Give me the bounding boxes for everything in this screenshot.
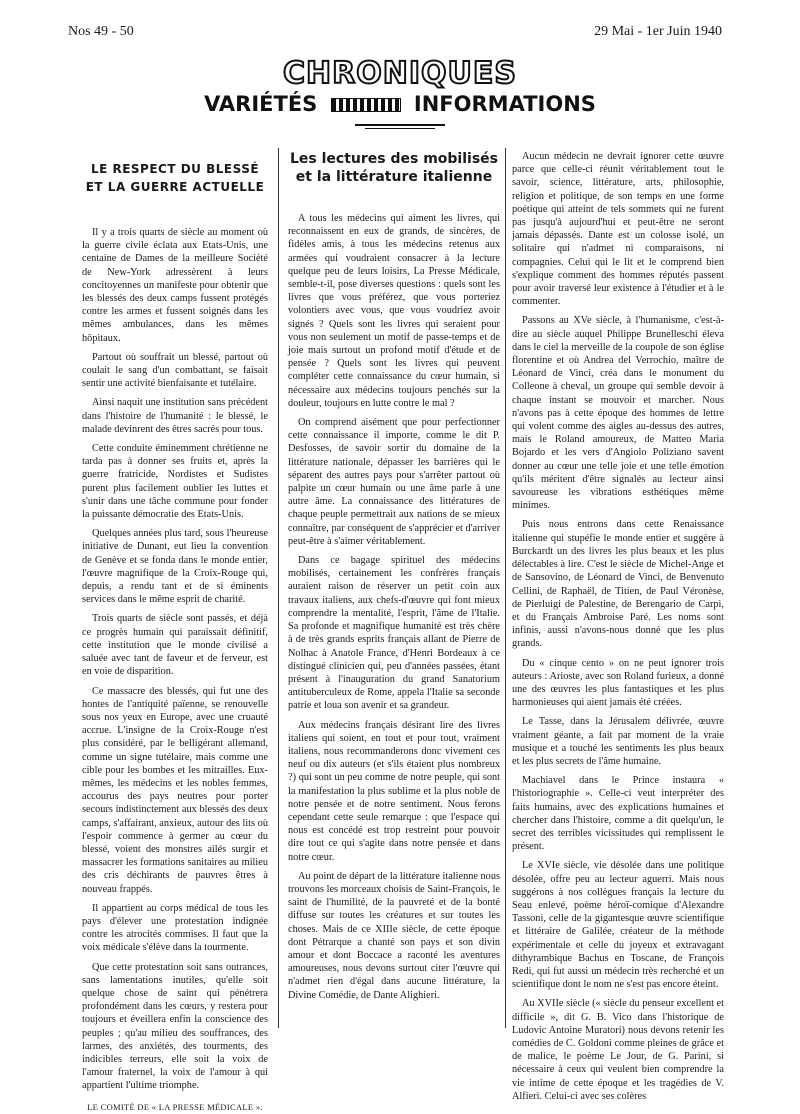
paragraph: On comprend aisément que pour perfectionner cette connaissance il importe, comme le dit P. Desfosses, de savoir sortir du domaine de la littérature nationale, dépasser les barrières qui le séparent des autres pays pour s'arrêter partout où palpite un cœur humain ou une âme parle à une autre âme. La connaissance des littératures de chaque peuple permettrait aux nations de se mieux connaître, par conséquent de s'apprécier et d'arriver peut-être à s'aimer véritablement. — [288, 417, 500, 547]
masthead-rule — [355, 124, 445, 126]
paragraph: Puis nous entrons dans cette Renaissance italienne qui stupéfie le monde entier et suggère à Burckardt un des livres les plus beaux et les plus délectables à lire. C'est le siècle de Michel-Ange et de Sansovino, de Léonard de Vinci, de Benvenuto Cellini, de Raphaël, de Titien, de Paul Véronèse, de Pierluigi de Palestine, de Berengario de Carpi, et du Français Ambroise Paré. Les noms sont infinis, aussi n'avons-nous donné que les plus grands. — [512, 519, 724, 650]
paragraph: Au point de départ de la littérature italienne nous trouvons les morceaux choisis de Saint-François, le saint de l'humilité, de la pauvreté et de la bonté diffuse sur toutes les créatures et sur toutes les choses. Mais de ce XIIIe siècle, de cette époque dont Pétrarque a chanté son pays et son divin amour et dont Boccace a raconté les aventures amoureuses, nous devons surtout citer l'œuvre qui n'admet rien d'égal dans aucune littérature, la Divine Comédie, de Dante Alighieri. — [288, 870, 500, 1001]
paragraph: Au XVIIe siècle (« siècle du penseur excellent et difficile », dit G. B. Vico dans l'historique de Ludovic Antoine Muratori) nous devons retenir les comédies de C. Goldoni comme pleines de grâce et de malice, le poème Le Jour, de G. Parini, si nécessaire à ceux qui veulent bien comprendre la vie intime de cette époque et les tragédies de V. Alfieri. Celui-ci avec ses colères — [512, 998, 724, 1102]
paragraph: A tous les médecins qui aiment les livres, qui reconnaissent en eux de grands, de sincères, de fidèles amis, à tous les médecins retenus aux armées qui voudraient consacrer à la lecture quelque peu de leurs loisirs, La Presse Médicale, semble-t-il, pose diverses questions : quels sont les livres que vous préférez, que vous porteriez volontiers avec vous, que vous voudriez avoir signés ? Quels sont les livres qui seraient pour vous non seulement un motif de passe-temps et de joie mais surtout un profond motif d'étude et de pensée ? Quels sont les livres qui peuvent compléter cette connaissance du cœur humain, si nécessaire aux médecins toujours penchés sur la douleur, toujours en lutte contre le mal ? — [288, 213, 500, 409]
paragraph: Cette conduite éminemment chrétienne ne tarda pas à donner ses fruits et, après la guerre fratricide, Nordistes et Sudistes purent plus facilement oublier les luttes et s'unir dans une tâche commune pour fonder la puissante démocratie des Etats-Unis. — [82, 443, 268, 521]
paragraph: Aucun médecin ne devrait ignorer cette œuvre parce que celle-ci réunit véritablement tout le savoir, science, littérature, arts, philosophie, religion et politique, de son temps en une forme poétique qui atteint de tels sommets qui ne furent pas jusqu'à aujourd'hui et peut-être ne seront jamais dépassés. Dante est un colosse isolé, un solitaire qui n'admet ni comparaisons, ni compagnies. Celui qui le lit et le comprend bien s'explique comment des hommes réputés passent pour avoir traversé leur existence à l'étudier et à le commenter. — [512, 151, 724, 308]
article-title: LE RESPECT DU BLESSÉ ET LA GUERRE ACTUELLE — [85, 162, 265, 194]
paragraph: Le XVIe siècle, vie désolée dans une politique désolée, offre peu au lecteur aguerri. Mais nous suggérons à nos collègues français la lecture du Seau enlevé, poème héroï-comique d'Alexandre Tassoni, celle de la gigantesque œuvre scientifique et littéraire de Galilée, créateur de la méthode expérimentale et celle du joyeux et extravagant dithyrambique Bachus en Toscane, de François Redi, qui fut aussi un médecin très recherché et un scientifique dont le nom ne s'est pas encore éteint. — [512, 860, 724, 991]
paragraph: Ce massacre des blessés, qui fut une des hontes de l'antiquité païenne, se renouvelle sous nos yeux en Europe, avec une cruauté accrue. L'insigne de la Croix-Rouge n'est plus considéré, par le belligérant allemand, comme un signe tutélaire, mais comme une cible pour les bombes et les mitrailles. Eux-mêmes, les médecins et les nobles femmes, accourus des pays neutres pour porter secours indistinctement aux blessés des deux camps, s'affairant, anxieux, autour des lits où l'espoir commence à germer au cœur du blessé, voient des monstres ailés surgir et massacrer les formations sanitaires au milieu des cris déchirants de pauvres êtres à nouveau frappés. — [82, 685, 268, 895]
masthead-title: CHRONIQUES — [283, 56, 517, 91]
article-lectures — [288, 150, 500, 1008]
article-continuation — [512, 150, 724, 1109]
paragraph: Dans ce bagage spirituel des médecins mobilisés, certainement les confrères français auraient raison de réserver un petit coin aux travaux italiens, aux chefs-d'œuvre qui font mieux comprendre la mentalité, l'esprit, l'âme de l'Italie. Sa profonde et magnifique humanité est très chère à de très grands esprits français allant de Pierre de Nolhac à Anatole France, d'Henri Bordeaux à ce distingué clinicien qui, peu d'années passées, étant présent à l'inauguration du grand Sanatorium antituberculeux de Rome, appela l'Italie sa seconde patrie et loua son avenir et sa grandeur. — [288, 555, 500, 712]
ornament-icon — [331, 98, 401, 112]
paragraph: Passons au XVe siècle, à l'humanisme, c'est-à-dire au siècle auquel Philippe Brunelleschi éleva dans le ciel la merveille de la coupole de son église florentine et où Andrea del Verrochio, maître de Léonard de Vinci, créa dans le monument du Colleone à cheval, un groupe qui semble devoir à chaque instant se mouvoir et marcher. Nous n'avons pas à cette époque des hommes de lettre qui volent comme des aigles au-dessus des autres, mais le Roland amoureux, de Matteo Maria Bojardo et les vers d'Angiolo Poliziano savent donner au cœur une telle joie et une telle émotion qu'ils méritent d'être signalés au lecteur ainsi savoureuse les vibrations esthétiques même minimes. — [512, 315, 724, 512]
masthead-rule-thin — [365, 128, 435, 129]
column-divider — [278, 148, 279, 1028]
paragraph: Du « cinque cento » on ne peut ignorer trois auteurs : Arioste, avec son Roland furieux, a donné une des œuvres les plus fantastiques et les plus harmonieuses qui aient jamais été créées. — [512, 657, 724, 709]
signature: LE COMITÉ DE « LA PRESSE MÉDICALE ». — [87, 1101, 263, 1112]
masthead-subtitle — [0, 92, 800, 116]
paragraph: Le Tasse, dans la Jérusalem délivrée, œuvre vraiment géante, a fait par moment de la vraie musique et a touché les sentiments les plus beaux et les plus secrets de l'âme humaine. — [512, 716, 724, 767]
paragraph: Trois quarts de siècle sont passés, et déjà ce progrès humain qui paraissait définitif, cette institution que le monde civilisé a saluée avec tant de faveur et de ferveur, est en voie de disparition. — [82, 613, 268, 678]
masthead-varietes: VARIÉTÉS — [204, 92, 318, 116]
article-title: Les lectures des mobilisés et la littérature italienne — [290, 151, 498, 185]
paragraph: Que cette protestation soit sans outrances, sans lamentations inutiles, qu'elle soit quelque chose de saint qui pénétrera profondément dans les cœurs, y restera pour toujours et éveillera enfin la conscience des peuples ; qu'au milieu des souffrances, des larmes, des anxiétés, des tourments, des indicibles terreurs, elle soit la voix de l'amour fraternel, la voix de l'amour à qui appartient l'ultime triomphe. — [82, 961, 268, 1092]
paragraph: Il appartient au corps médical de tous les pays d'élever une protestation indignée contre les atrocités commises. Il faut que la voix médicale s'élève dans la tourmente. — [82, 902, 268, 954]
column-divider — [505, 148, 506, 1028]
issue-number: Nos 49 - 50 — [68, 24, 134, 39]
paragraph: Il y a trois quarts de siècle au moment où la guerre civile éclata aux Etats-Unis, une centaine de Dames de la meilleure Société de New-York adressèrent à leurs concitoyennes un manifeste pour obtenir que les blessés des deux camps fussent protégés contre les armes et fussent soignés dans les mêmes ambulances, dans les mêmes hôpitaux. — [82, 227, 268, 344]
paragraph: Aux médecins français désirant lire des livres italiens qui soient, en tout et pour tout, vraiment italiens, nous recommanderons donc vivement ces neuf ou dix auteurs (et s'ils étaient plus nombreux ?) qui sont un peu comme de notre peuple, qui sont la manifestation la plus sublime et la plus noble de notre pensée et de notre sentiment. Nous ferons cependant cette seule remarque : que l'espace qui nous est concédé est trop restreint pour pouvoir dire tout ce qui s'agite dans notre pensée et dans notre cœur. — [288, 719, 500, 863]
paragraph: Machiavel dans le Prince instaura « l'historiographie ». Celle-ci veut interpréter des faits humains, avec des explications humaines et chercher dans l'histoire, comme a dit quelqu'un, le secret des terribles vicissitudes qui remplissent le présent. — [512, 775, 724, 853]
issue-date: 29 Mai - 1er Juin 1940 — [594, 24, 722, 39]
article-blesse — [82, 160, 268, 1114]
paragraph: Quelques années plus tard, sous l'heureuse initiative de Dunant, eut lieu la convention de Genève et se fonda dans le monde entier, l'œuvre magnifique de la Croix-Rouge qui, depuis, a rendu tant et de si éminents services dans le même esprit de charité. — [82, 528, 268, 606]
masthead-informations: INFORMATIONS — [413, 92, 596, 116]
paragraph: Partout où souffrait un blessé, partout où coulait le sang d'un combattant, se faisait sentir une activité bienfaisante et tutélaire. — [82, 351, 268, 390]
paragraph: Ainsi naquit une institution sans précédent dans l'histoire de l'humanité : le blessé, le malade devinrent des êtres sacrés pour tous. — [82, 397, 268, 435]
